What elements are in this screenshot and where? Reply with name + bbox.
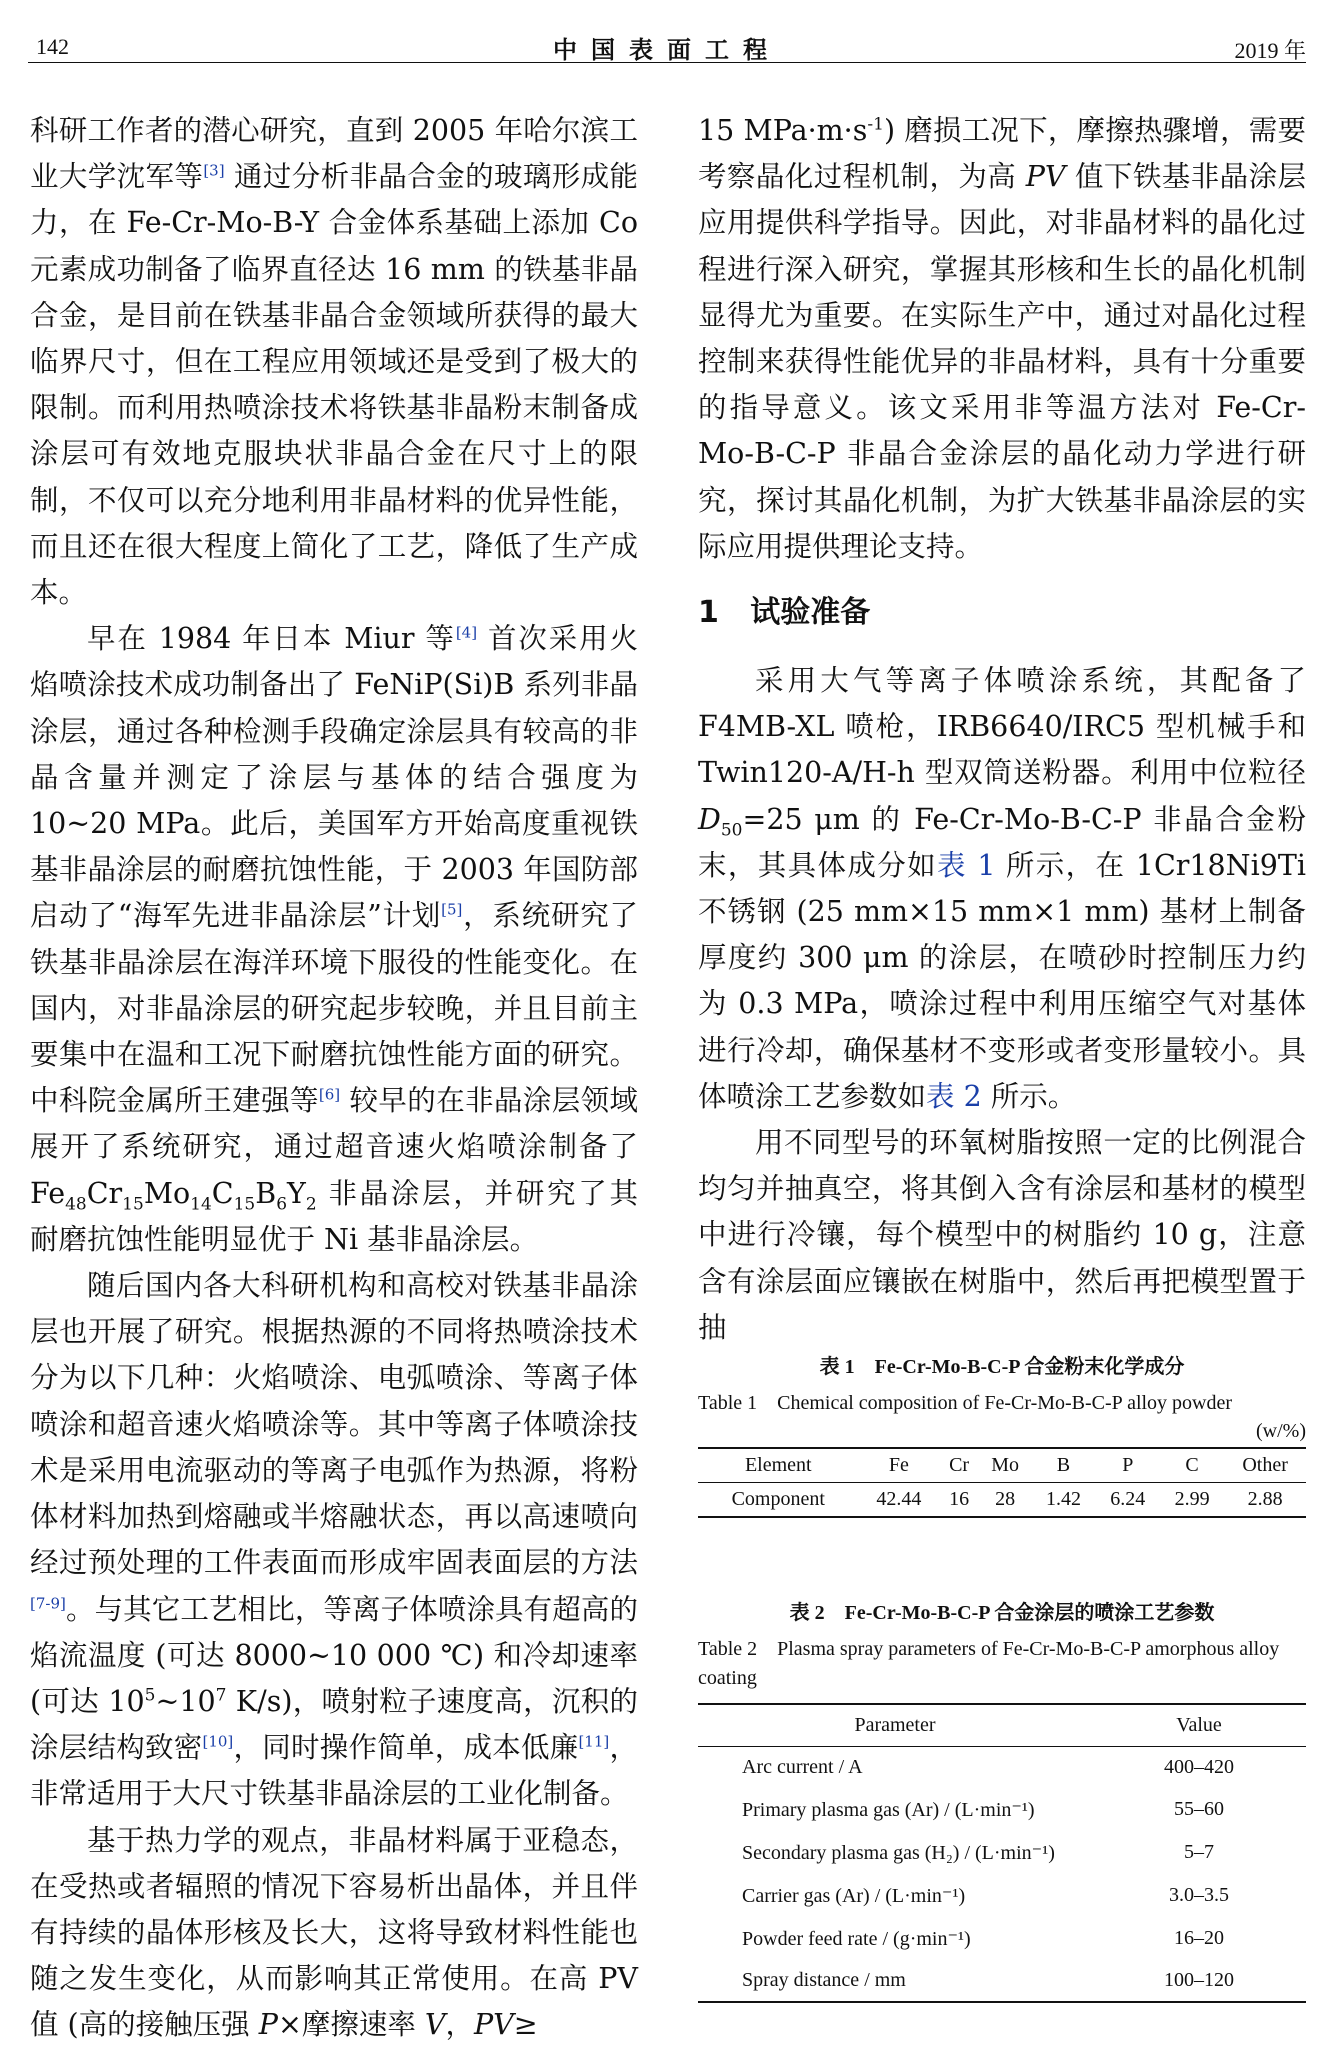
citation-link[interactable]: [7-9] xyxy=(30,1594,66,1612)
table-row xyxy=(698,1960,1306,2002)
table-cell: 55–60 xyxy=(1174,1798,1224,1820)
table-row xyxy=(698,1747,1306,1789)
table-row xyxy=(698,1831,1306,1874)
table-caption-cn: 表 2 Fe-Cr-Mo-B-C-P 合金涂层的喷涂工艺参数 xyxy=(789,1602,1215,1624)
page-number: 142 xyxy=(36,34,69,59)
table-cell: Powder feed rate / (g·min⁻¹) xyxy=(742,1928,971,1950)
citation-link[interactable]: [6] xyxy=(318,1085,341,1104)
journal-title: 中国表面工程 xyxy=(553,38,781,64)
paragraph: 用不同型号的环氧树脂按照一定的比例混合均匀并抽真空，将其倒入含有涂层和基材的模型中进行冷镶，每个模型中的树脂约 10 g，注意含有涂层面应镶嵌在树脂中，然后再把模型置于抽 xyxy=(698,1126,1306,1344)
section-number: 1 xyxy=(698,595,719,631)
table-cell: 6.24 xyxy=(1110,1488,1146,1510)
paragraph: 早在 1984 年日本 Miur 等[4] 首次采用火焰喷涂技术成功制备出了 FeNiP(Si)B 系列非晶涂层，通过各种检测手段确定涂层具有较高的非晶含量并测定了涂层与基体的结合强度为 10~20 MPa。此后，美国军方开始高度重视铁基非晶涂层的耐磨抗蚀性能，于 2003 年国防部启动了“海军先进非晶涂层”计划[5]，系统研究了铁基非晶涂层在海洋环境下服役的性能变化。在国内，对非晶涂层的研究起步较晚，并且目前主要集中在温和工况下耐磨抗蚀性能方面的研究。中科院金属所王建强等[6] 较早的在非晶涂层领域展开了系统研究，通过超音速火焰喷涂制备了 $Fe_{48}Cr_{15}Mo_{14}C_{15}B_6Y_2$ 非晶涂层，并研究了其耐磨抗蚀性能明显优于 Ni 基非晶涂层。 xyxy=(30,622,639,1256)
table-cell: Spray distance / mm xyxy=(742,1969,906,1991)
table-header: B xyxy=(1031,1448,1095,1483)
table-header-row xyxy=(698,1448,1306,1483)
citation-link[interactable]: [5] xyxy=(441,900,463,919)
paragraph: 采用大气等离子体喷涂系统，其配备了 F4MB-XL 喷枪，IRB6640/IRC5 型机械手和 Twin120-A/H-h 型双筒送粉器。利用中位粒径 $D_{50}=25$ μm 的 Fe-Cr-Mo-B-C-P 非晶合金粉末，其具体成分如表 1 所示，在 1Cr18Ni9Ti 不锈钢 (25 mm×15 mm×1 mm) 基材上制备厚度约 300 μm 的涂层，在喷砂时控制压力约为 0.3 MPa，喷涂过程中利用压缩空气对基体进行冷却，确保基材不变形或者变形量较小。具体喷涂工艺参数如表 2 所示。 xyxy=(698,664,1306,1113)
table-cell: Primary plasma gas (Ar) / (L·min⁻¹) xyxy=(742,1799,1035,1821)
citation-link[interactable]: [4] xyxy=(455,623,478,642)
table-link[interactable]: 表 1 xyxy=(937,848,996,882)
table-header: Fe xyxy=(859,1448,940,1483)
table-cell: Component xyxy=(731,1488,825,1510)
section-heading xyxy=(698,590,1306,636)
paragraph: 随后国内各大科研机构和高校对铁基非晶涂层也开展了研究。根据热源的不同将热喷涂技术分为以下几种：火焰喷涂、电弧喷涂、等离子体喷涂和超音速火焰喷涂等。其中等离子体喷涂技术是采用电流驱动的等离子电弧作为热源，将粉体材料加热到熔融或半熔融状态，再以高速喷向经过预处理的工件表面而形成牢固表面层的方法[7-9]。与其它工艺相比，等离子体喷涂具有超高的焰流温度 (可达 8000~10 000 ℃) 和冷却速率 (可达 $10^5\sim 10^7$ K/s)，喷射粒子速度高，沉积的涂层结构致密[10]，同时操作简单，成本低廉[11]，非常适用于大尺寸铁基非晶涂层的工业化制备。 xyxy=(30,1269,638,1811)
table-cell: 1.42 xyxy=(1045,1488,1081,1510)
table-header: Element xyxy=(698,1448,859,1483)
table-header: Parameter xyxy=(698,1704,1092,1747)
right-column xyxy=(698,108,1306,1351)
table-row xyxy=(698,1483,1306,1518)
table-1 xyxy=(698,1350,1306,1518)
table-cell: Carrier gas (Ar) / (L·min⁻¹) xyxy=(742,1885,966,1907)
table-caption-en: Table 1 Chemical composition of Fe-Cr-Mo-B-C-P alloy powder xyxy=(698,1392,1233,1414)
table-cell: 2.99 xyxy=(1174,1488,1210,1510)
table-link[interactable]: 表 2 xyxy=(926,1079,982,1113)
table-cell: 16–20 xyxy=(1174,1927,1224,1949)
table-caption-cn: 表 1 Fe-Cr-Mo-B-C-P 合金粉末化学成分 xyxy=(819,1356,1185,1378)
table-header: C xyxy=(1160,1448,1224,1483)
table-2 xyxy=(698,1596,1306,2003)
table-cell: 28 xyxy=(995,1488,1016,1510)
table-cell: 5–7 xyxy=(1184,1841,1214,1863)
header-rule xyxy=(28,62,1306,63)
paragraph: 15 $MPa\cdot m\cdot s^{-1}$) 磨损工况下，摩擦热骤增，需要考察晶化过程机制，为高 PV 值下铁基非晶涂层应用提供科学指导。因此，对非晶材料的晶化过程进行深入研究，掌握其形核和生长的晶化机制显得尤为重要。在实际生产中，通过对晶化过程控制来获得性能优异的非晶材料，具有十分重要的指导意义。该文采用非等温方法对 Fe-Cr-Mo-B-C-P 非晶合金涂层的晶化动力学进行研究，探讨其晶化机制，为扩大铁基非晶涂层的实际应用提供理论支持。 xyxy=(698,114,1307,563)
table-header: Value xyxy=(1092,1704,1306,1747)
table-header: P xyxy=(1096,1448,1160,1483)
spray-parameters-table xyxy=(698,1703,1306,2003)
table-cell: 3.0–3.5 xyxy=(1169,1884,1229,1906)
table-header: Cr xyxy=(939,1448,979,1483)
table-cell: 42.44 xyxy=(876,1488,922,1510)
table-row xyxy=(698,1917,1306,1960)
issue-year: 2019 年 xyxy=(1234,38,1306,63)
table-row xyxy=(698,1788,1306,1831)
table-row xyxy=(698,1874,1306,1917)
table-header-row xyxy=(698,1704,1306,1747)
citation-link[interactable]: [3] xyxy=(203,161,225,180)
table-cell: Arc current / A xyxy=(742,1756,863,1778)
table-unit: (w/%) xyxy=(1256,1420,1306,1442)
citation-link[interactable]: [10] xyxy=(202,1732,234,1751)
section-title: 试验准备 xyxy=(750,595,871,631)
citation-link[interactable]: [11] xyxy=(578,1732,610,1751)
table-caption-en: Table 2 Plasma spray parameters of Fe-Cr-Mo-B-C-P amorphous alloy coating xyxy=(698,1638,1280,1689)
table-cell: 2.88 xyxy=(1247,1488,1283,1510)
table-cell: Secondary plasma gas (H₂) / (L·min⁻¹) xyxy=(742,1842,1055,1864)
paragraph: 科研工作者的潜心研究，直到 2005 年哈尔滨工业大学沈军等[3] 通过分析非晶合金的玻璃形成能力，在 Fe-Cr-Mo-B-Y 合金体系基础上添加 Co 元素成功制备了临界直径达 16 mm 的铁基非晶合金，是目前在铁基非晶合金领域所获得的最大临界尺寸，但在工程应用领域还是受到了极大的限制。而利用热喷涂技术将铁基非晶粉末制备成涂层可有效地克服块状非晶合金在尺寸上的限制，不仅可以充分地利用非晶材料的优异性能，而且还在很大程度上简化了工艺，降低了生产成本。 xyxy=(30,114,638,610)
table-cell: 100–120 xyxy=(1164,1969,1234,1991)
table-header: Other xyxy=(1224,1448,1306,1483)
left-column xyxy=(30,108,638,2049)
table-header: Mo xyxy=(979,1448,1031,1483)
paragraph: 基于热力学的观点，非晶材料属于亚稳态，在受热或者辐照的情况下容易析出晶体，并且伴有持续的晶体形核及长大，这将导致材料性能也随之发生变化，从而影响其正常使用。在高 PV 值 (高的接触压强 P×摩擦速率 V，PV≥ xyxy=(30,1823,638,2042)
table-cell: 16 xyxy=(949,1488,970,1510)
composition-table xyxy=(698,1447,1306,1518)
table-cell: 400–420 xyxy=(1164,1756,1234,1778)
